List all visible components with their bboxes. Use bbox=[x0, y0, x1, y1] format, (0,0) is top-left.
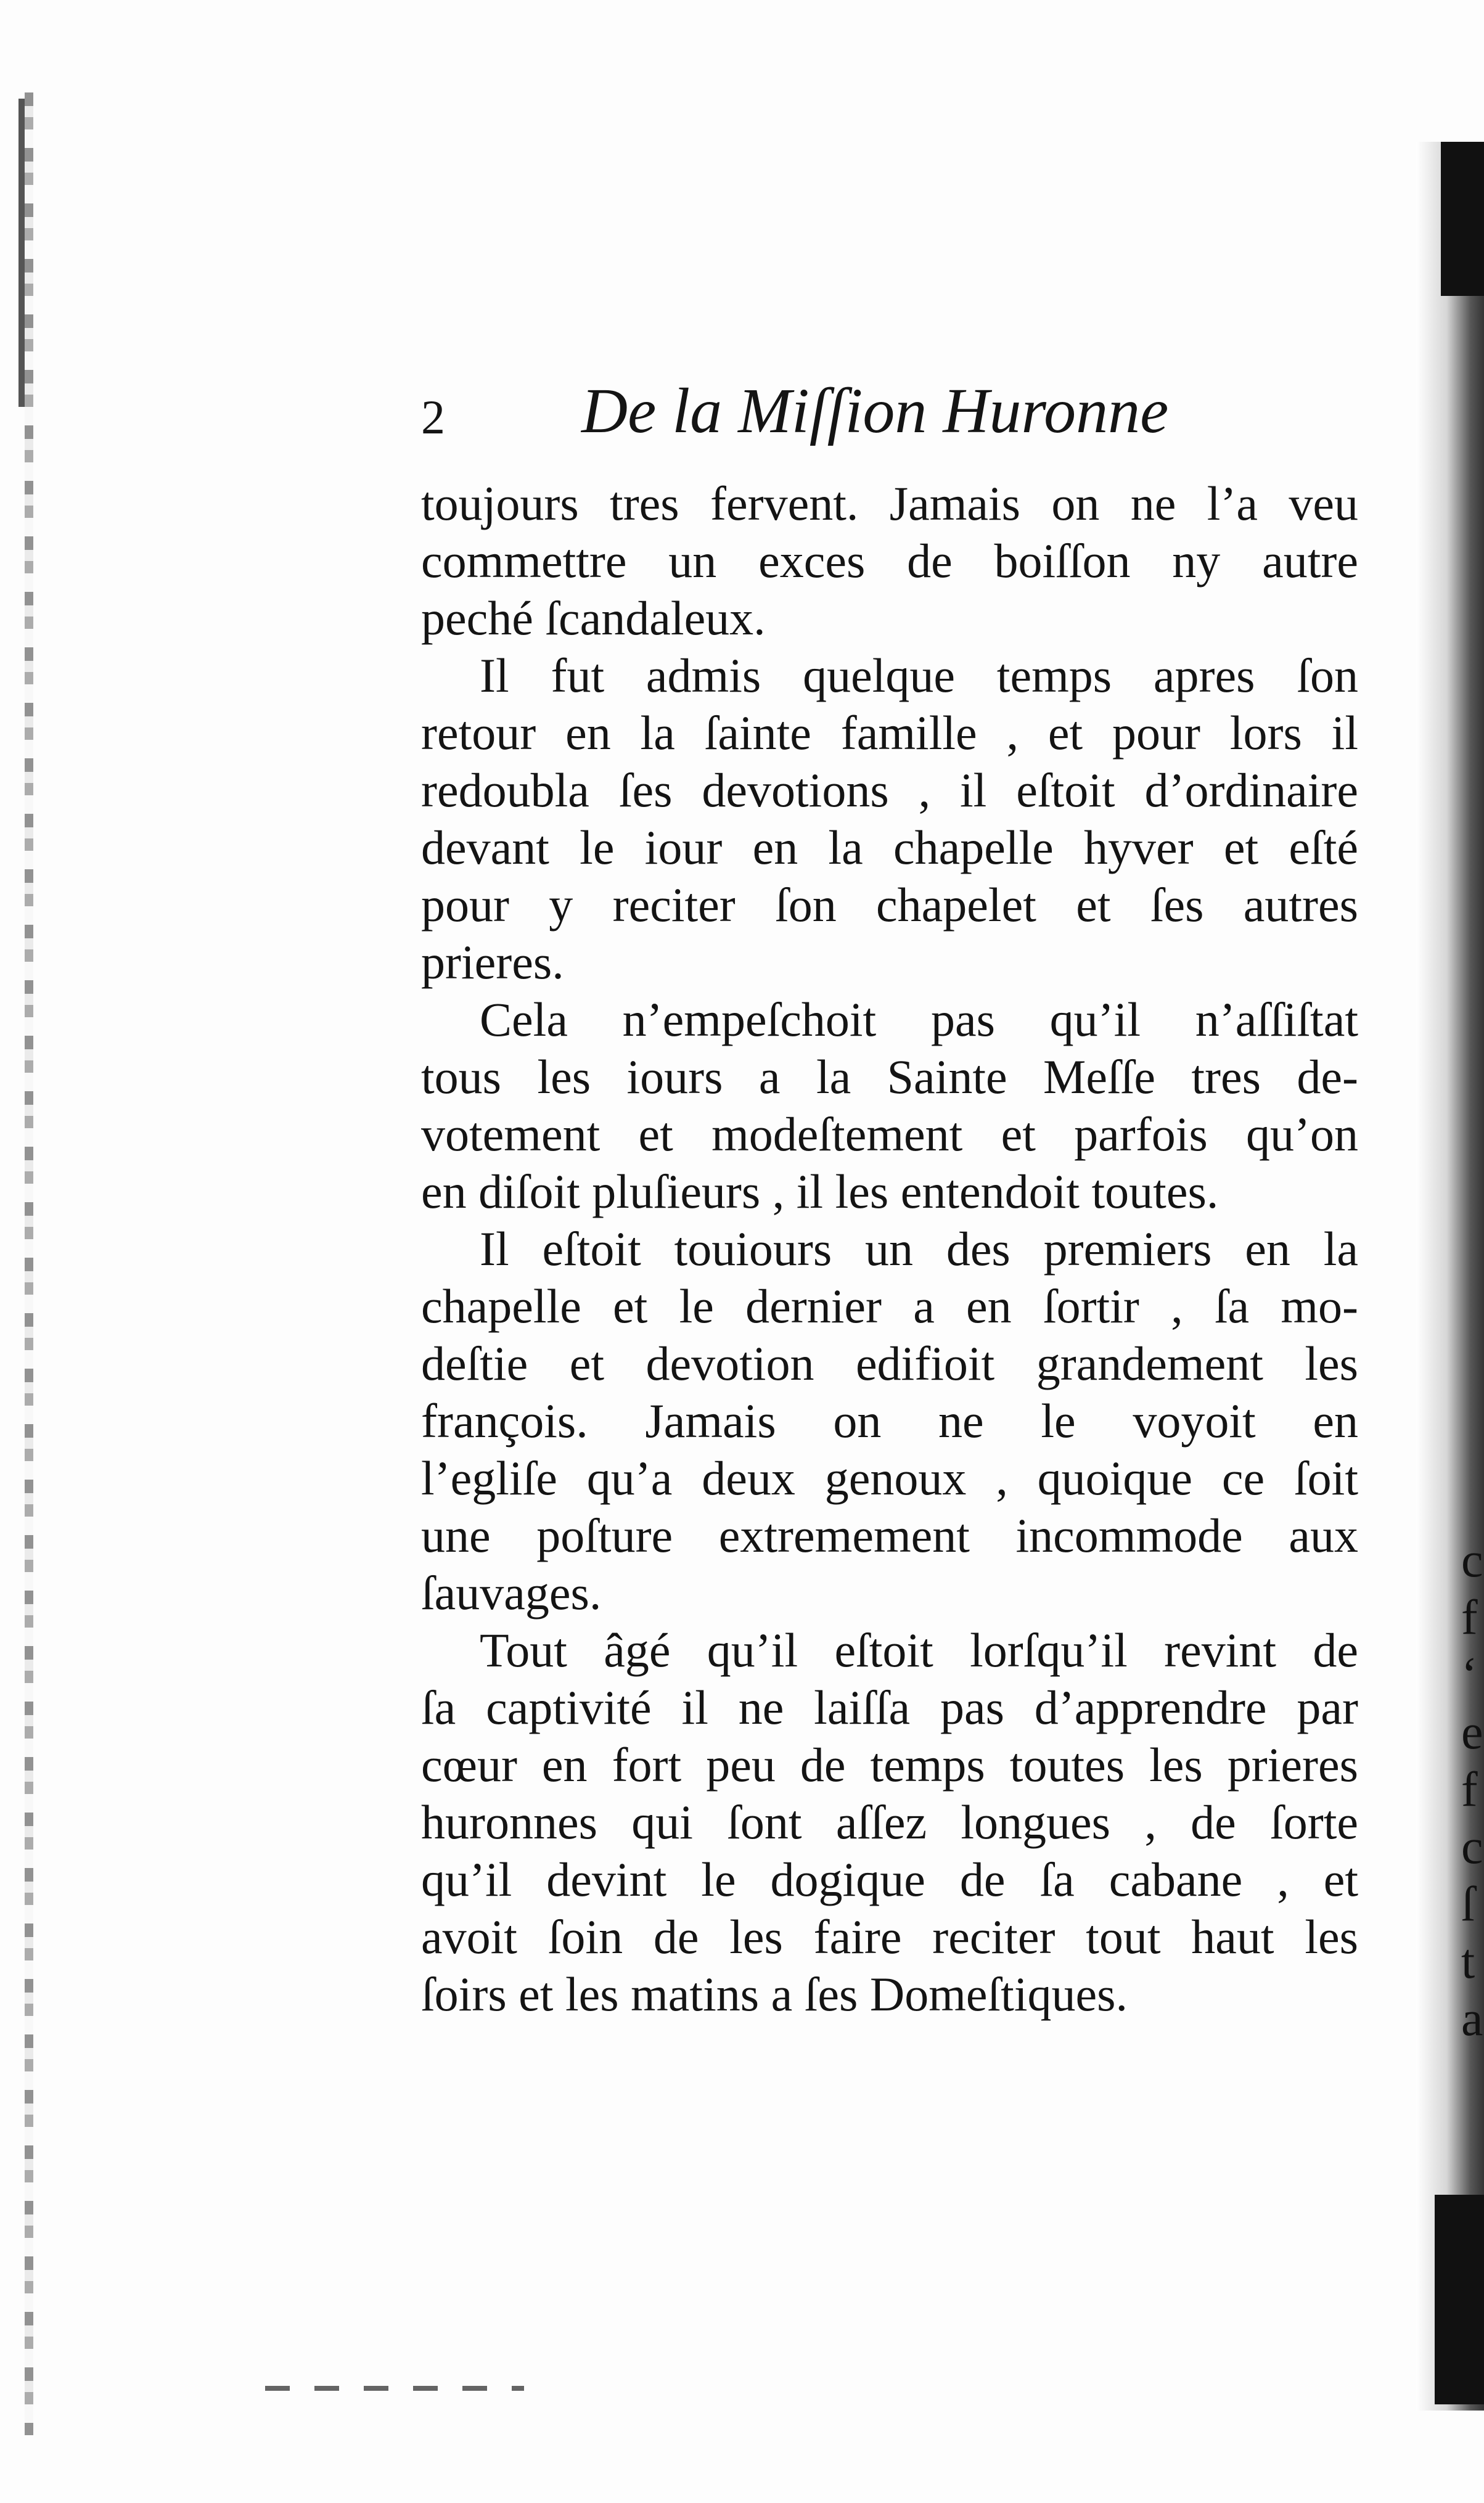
text-line: redoubla ſes devotions , il eſtoit d’ordinaire bbox=[421, 763, 1358, 817]
text-line: ſa captivité il ne laiſſa pas d’apprendre par bbox=[421, 1681, 1358, 1734]
facing-page-letter: c bbox=[1461, 1820, 1483, 1874]
text-line: une poſture extremement incommode aux bbox=[421, 1509, 1358, 1562]
page-edge-dark-bottom bbox=[1435, 2195, 1484, 2404]
text-line: devant le iour en la chapelle hyver et eſté bbox=[421, 821, 1358, 874]
text-line: en diſoit pluſieurs , il les entendoit toutes. bbox=[421, 1165, 1219, 1218]
text-line: avoit ſoin de les faire reciter tout haut les bbox=[421, 1910, 1358, 1964]
paragraph bbox=[421, 991, 1358, 1220]
facing-page-fragments bbox=[1461, 1532, 1484, 2048]
facing-page-letter: e bbox=[1461, 1705, 1483, 1759]
text-line: commettre un exces de boiſſon ny autre bbox=[421, 534, 1358, 588]
text-line: Cela n’empeſchoit pas qu’il n’aſſiſtat bbox=[480, 993, 1358, 1046]
text-line: qu’il devint le dogique de ſa cabane , et bbox=[421, 1853, 1358, 1906]
facing-page-letter: f bbox=[1461, 1763, 1478, 1817]
binding-shadow-left bbox=[25, 92, 33, 2435]
running-title: De la Miſſion Huronne bbox=[581, 375, 1169, 446]
text-line: prieres. bbox=[421, 935, 564, 989]
text-line: Il fut admis quelque temps apres ſon bbox=[480, 649, 1358, 702]
text-line: l’egliſe qu’a deux genoux , quoique ce ſoit bbox=[421, 1451, 1358, 1505]
facing-page-letter: f bbox=[1461, 1591, 1478, 1645]
page-number: 2 bbox=[421, 390, 445, 444]
paragraph bbox=[421, 647, 1358, 991]
text-line: ſauvages. bbox=[421, 1566, 602, 1620]
text-line: françois. Jamais on ne le voyoit en bbox=[421, 1394, 1358, 1448]
scan-dash-marks bbox=[265, 2386, 524, 2391]
page-edge-shadow-right bbox=[1416, 142, 1484, 2411]
text-line: huronnes qui ſont aſſez longues , de ſorte bbox=[421, 1795, 1358, 1849]
paragraph bbox=[421, 475, 1358, 647]
text-line: pour y reciter ſon chapelet et ſes autres bbox=[421, 878, 1358, 932]
text-line: tous les iours a la Sainte Meſſe tres de- bbox=[421, 1050, 1358, 1104]
text-line: deſtie et devotion edifioit grandement les bbox=[421, 1337, 1358, 1390]
body-text bbox=[421, 475, 1358, 2023]
text-line: votement et modeſtement et parfois qu’on bbox=[421, 1107, 1358, 1161]
facing-page-letter: c bbox=[1461, 1533, 1483, 1587]
facing-page-letter: ‘ bbox=[1461, 1648, 1478, 1702]
text-line: cœur en fort peu de temps toutes les prieres bbox=[421, 1738, 1358, 1792]
text-line: ſoirs et les matins a ſes Domeſtiques. bbox=[421, 1967, 1128, 2021]
page-edge-dark-top bbox=[1441, 142, 1484, 296]
text-line: retour en la ſainte famille , et pour lors il bbox=[421, 706, 1358, 760]
facing-page-letter: t bbox=[1461, 1935, 1475, 1989]
text-line: Il eſtoit touiours un des premiers en la bbox=[480, 1222, 1358, 1276]
paragraph bbox=[421, 1220, 1358, 1621]
facing-page-letter: a bbox=[1461, 1992, 1483, 2046]
binding-mark-left bbox=[18, 99, 25, 407]
paragraph bbox=[421, 1621, 1358, 2023]
text-line: chapelle et le dernier a en ſortir , ſa mo- bbox=[421, 1279, 1358, 1333]
text-line: toujours tres fervent. Jamais on ne l’a veu bbox=[421, 477, 1358, 530]
text-line: Tout âgé qu’il eſtoit lorſqu’il revint de bbox=[480, 1623, 1358, 1677]
facing-page-letter: ſ bbox=[1461, 1877, 1475, 1932]
text-line: peché ſcandaleux. bbox=[421, 591, 766, 645]
running-header bbox=[421, 377, 1377, 445]
